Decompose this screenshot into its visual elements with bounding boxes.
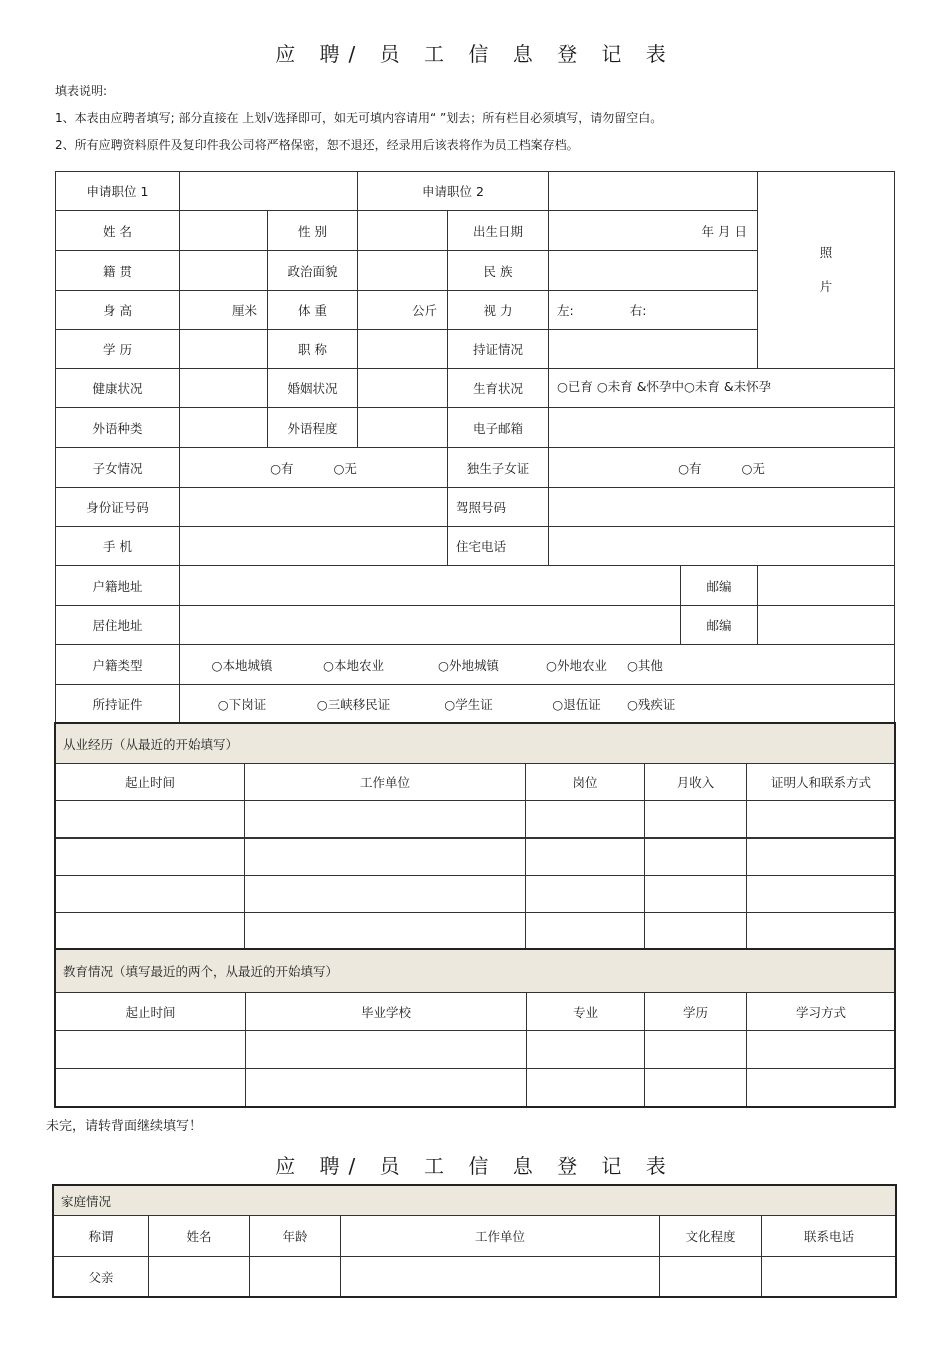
label-license: 驾照号码 — [447, 487, 549, 527]
edu-column-header: 学习方式 — [746, 992, 896, 1031]
work-cell[interactable] — [55, 875, 245, 913]
work-cell[interactable] — [525, 912, 645, 950]
label-hukou-type: 户籍类型 — [55, 644, 180, 685]
field-license[interactable] — [548, 487, 895, 527]
label-language-level: 外语程度 — [267, 407, 358, 448]
cert-option[interactable]: ○三峡移民证 — [316, 697, 391, 712]
work-cell[interactable] — [55, 838, 245, 876]
work-column-header: 工作单位 — [244, 763, 526, 801]
field-home-phone[interactable] — [548, 526, 895, 566]
label-weight: 体 重 — [267, 290, 358, 330]
cert-option[interactable]: ○退伍证 — [552, 697, 601, 712]
work-cell[interactable] — [746, 838, 896, 876]
label-only-child: 独生子女证 — [447, 447, 549, 488]
edu-column-header: 起止时间 — [55, 992, 246, 1031]
photo-label-2: 片 — [819, 279, 833, 294]
work-cell[interactable] — [644, 875, 747, 913]
held-certs-options[interactable] — [179, 684, 895, 724]
vision-right-label: 右: — [629, 303, 647, 318]
field-gender[interactable] — [357, 210, 448, 251]
edu-cell[interactable] — [746, 1030, 896, 1069]
work-cell[interactable] — [244, 838, 526, 876]
edu-cell[interactable] — [644, 1030, 747, 1069]
label-position-2: 申请职位 2 — [357, 171, 549, 211]
label-mobile: 手 机 — [55, 526, 180, 566]
family-column-header: 联系电话 — [761, 1215, 897, 1257]
family-column-header: 文化程度 — [659, 1215, 762, 1257]
label-education: 学 历 — [55, 329, 180, 369]
edu-cell[interactable] — [245, 1030, 527, 1069]
label-gender: 性 别 — [267, 210, 358, 251]
field-birthdate[interactable]: 年 月 日 — [548, 210, 758, 251]
children-no-option[interactable]: ○无 — [333, 460, 357, 476]
field-zipcode-2[interactable] — [757, 605, 895, 645]
label-hukou-address: 户籍地址 — [55, 565, 180, 606]
edu-cell[interactable] — [644, 1068, 747, 1107]
work-section-heading: 从业经历（从最近的开始填写） — [55, 723, 895, 764]
cert-option[interactable]: ○残疾证 — [627, 697, 676, 712]
vision-left-label: 左: — [557, 303, 574, 318]
work-cell[interactable] — [525, 875, 645, 913]
field-education[interactable] — [179, 329, 268, 369]
edu-column-header: 学历 — [644, 992, 747, 1031]
family-cell[interactable] — [249, 1256, 341, 1298]
label-name: 姓 名 — [55, 210, 180, 251]
work-cell[interactable] — [746, 800, 896, 838]
work-cell[interactable] — [746, 875, 896, 913]
work-cell[interactable] — [55, 800, 245, 838]
children-options[interactable] — [179, 447, 448, 488]
work-cell[interactable] — [525, 838, 645, 876]
work-cell[interactable] — [644, 838, 747, 876]
hukou-option[interactable]: ○外地农业 — [546, 657, 607, 673]
label-political: 政治面貌 — [267, 250, 358, 291]
field-language-level[interactable] — [357, 407, 448, 448]
edu-column-header: 专业 — [526, 992, 645, 1031]
edu-cell[interactable] — [526, 1030, 645, 1069]
label-height: 身 高 — [55, 290, 180, 330]
work-column-header: 起止时间 — [55, 763, 245, 801]
field-id-number[interactable] — [179, 487, 448, 527]
family-column-header: 姓名 — [148, 1215, 250, 1257]
edu-section-heading: 教育情况（填写最近的两个，从最近的开始填写） — [55, 948, 895, 993]
family-column-header: 年龄 — [249, 1215, 341, 1257]
edu-cell[interactable] — [55, 1030, 246, 1069]
field-position-1[interactable] — [179, 171, 358, 211]
edu-column-header: 毕业学校 — [245, 992, 527, 1031]
label-email: 电子邮箱 — [447, 407, 549, 448]
label-id-number: 身份证号码 — [55, 487, 180, 527]
family-cell[interactable] — [148, 1256, 250, 1298]
edu-cell[interactable] — [245, 1068, 527, 1107]
only-child-yes-option[interactable]: ○有 — [678, 460, 702, 476]
label-native-place: 籍 贯 — [55, 250, 180, 291]
family-cell[interactable] — [659, 1256, 762, 1298]
work-cell[interactable] — [525, 800, 645, 838]
field-residence[interactable] — [179, 605, 681, 645]
continue-note: 未完，请转背面继续填写！ — [46, 1119, 203, 1134]
work-cell[interactable] — [644, 912, 747, 950]
hukou-option[interactable]: ○本地农业 — [323, 657, 384, 673]
label-zipcode-1: 邮编 — [680, 565, 758, 606]
label-residence: 居住地址 — [55, 605, 180, 645]
work-cell[interactable] — [644, 800, 747, 838]
field-position-2[interactable] — [548, 171, 758, 211]
page2-title: 应 聘/ 员 工 信 息 登 记 表 — [275, 1154, 675, 1178]
field-health[interactable] — [179, 368, 268, 408]
label-vision: 视 力 — [447, 290, 549, 330]
family-cell[interactable] — [340, 1256, 660, 1298]
label-health: 健康状况 — [55, 368, 180, 408]
label-marital: 婚姻状况 — [267, 368, 358, 408]
children-yes-option[interactable]: ○有 — [270, 460, 294, 476]
field-weight[interactable]: 公斤 — [357, 290, 448, 330]
form-title: 应 聘/ 员 工 信 息 登 记 表 — [275, 42, 675, 66]
label-ethnicity: 民 族 — [447, 250, 549, 291]
edu-cell[interactable] — [55, 1068, 246, 1107]
instructions-line-2: 2、所有应聘资料原件及复印件我公司将严格保密，恕不退还，经录用后该表将作为员工档案存档。 — [55, 138, 579, 152]
family-section-heading: 家庭情况 — [53, 1185, 896, 1216]
field-height[interactable]: 厘米 — [179, 290, 268, 330]
edu-cell[interactable] — [526, 1068, 645, 1107]
field-language-type[interactable] — [179, 407, 268, 448]
label-zipcode-2: 邮编 — [680, 605, 758, 645]
family-cell: 父亲 — [53, 1256, 149, 1298]
work-cell[interactable] — [244, 912, 526, 950]
family-cell[interactable] — [761, 1256, 897, 1298]
fertility-options[interactable]: ○已育 ○未育 &怀孕中○未育 &未怀孕 — [548, 368, 895, 408]
cert-option[interactable]: ○下岗证 — [217, 697, 267, 712]
field-native-place[interactable] — [179, 250, 268, 291]
instructions-heading: 填表说明: — [55, 84, 108, 98]
photo-label-1: 照 — [819, 245, 833, 260]
label-position-1: 申请职位 1 — [55, 171, 180, 211]
edu-cell[interactable] — [746, 1068, 896, 1107]
field-zipcode-1[interactable] — [757, 565, 895, 606]
label-certificates: 持证情况 — [447, 329, 549, 369]
label-language-type: 外语种类 — [55, 407, 180, 448]
work-column-header: 月收入 — [644, 763, 747, 801]
cert-option[interactable]: ○学生证 — [444, 697, 493, 712]
label-title-rank: 职 称 — [267, 329, 358, 369]
work-cell[interactable] — [244, 800, 526, 838]
field-certificates[interactable] — [548, 329, 758, 369]
family-column-header: 称谓 — [53, 1215, 149, 1257]
work-cell[interactable] — [244, 875, 526, 913]
field-email[interactable] — [548, 407, 895, 448]
work-cell[interactable] — [746, 912, 896, 950]
hukou-type-options[interactable] — [179, 644, 895, 685]
only-child-options[interactable] — [548, 447, 895, 488]
field-mobile[interactable] — [179, 526, 448, 566]
label-home-phone: 住宅电话 — [447, 526, 549, 566]
photo-box[interactable] — [757, 171, 895, 369]
work-column-header: 岗位 — [525, 763, 645, 801]
family-column-header: 工作单位 — [340, 1215, 660, 1257]
field-political[interactable] — [357, 250, 448, 291]
work-cell[interactable] — [55, 912, 245, 950]
field-marital[interactable] — [357, 368, 448, 408]
field-title-rank[interactable] — [357, 329, 448, 369]
field-vision[interactable] — [548, 290, 758, 330]
field-ethnicity[interactable] — [548, 250, 758, 291]
hukou-option[interactable]: ○本地城镇 — [211, 657, 273, 673]
hukou-option[interactable]: ○外地城镇 — [438, 657, 499, 673]
label-birthdate: 出生日期 — [447, 210, 549, 251]
work-column-header: 证明人和联系方式 — [746, 763, 896, 801]
hukou-option[interactable]: ○其他 — [627, 657, 663, 673]
label-children: 子女情况 — [55, 447, 180, 488]
instructions-line-1: 1、本表由应聘者填写; 部分直接在 上划√选择即可，如无可填内容请用“ ”划去；所有栏目必须填写，请勿留空白。 — [55, 111, 663, 125]
label-held-certs: 所持证件 — [55, 684, 180, 724]
field-name[interactable] — [179, 210, 268, 251]
label-fertility: 生育状况 — [447, 368, 549, 408]
only-child-no-option[interactable]: ○无 — [741, 460, 765, 476]
field-hukou-address[interactable] — [179, 565, 681, 606]
